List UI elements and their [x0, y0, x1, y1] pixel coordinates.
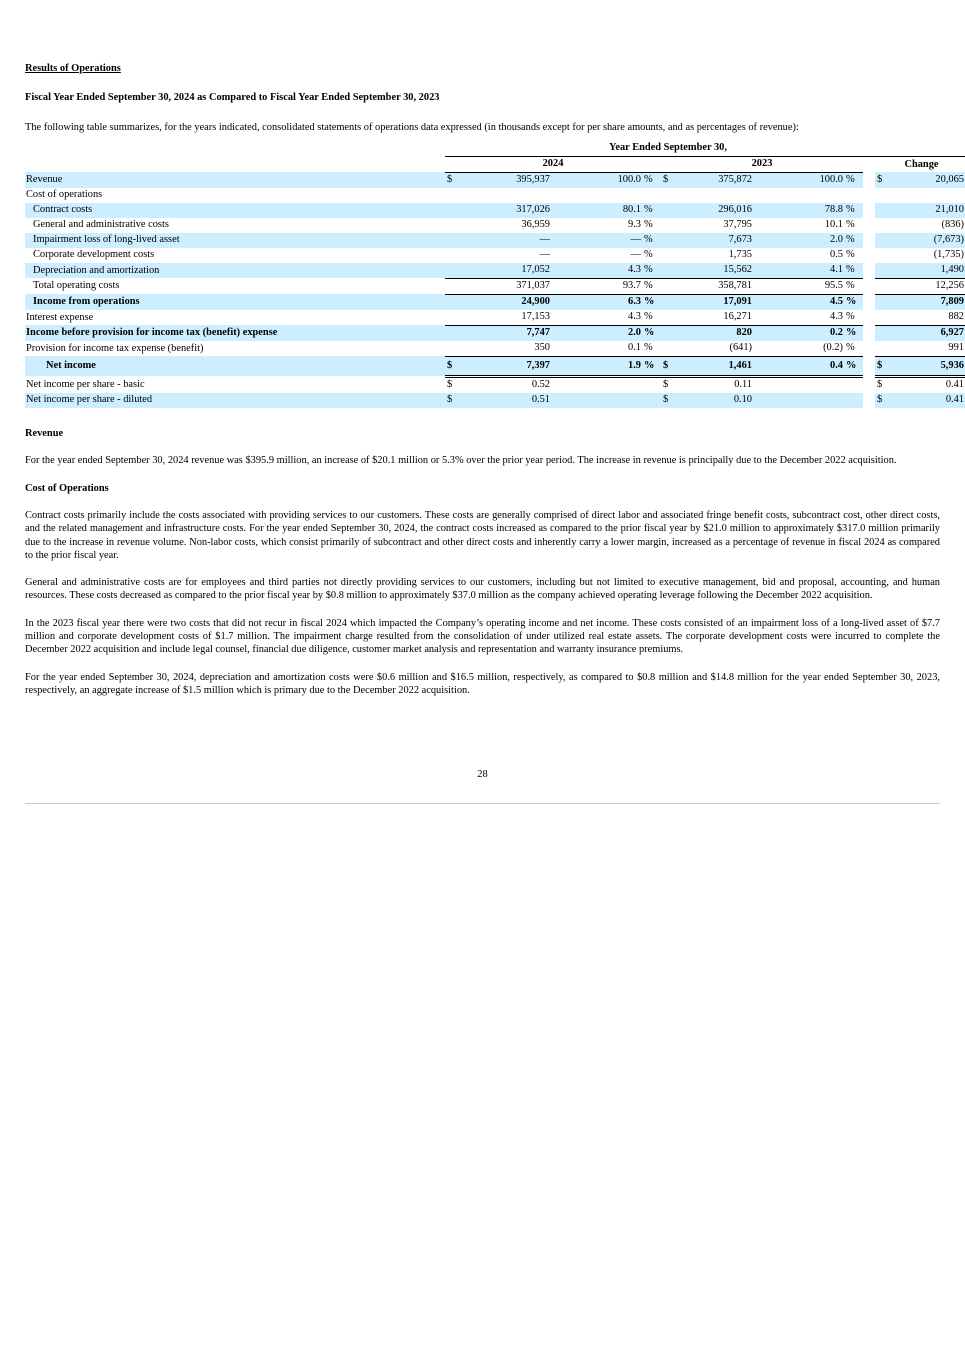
value-2023: 1,461: [677, 356, 756, 376]
percent-sign: %: [843, 325, 863, 341]
dollar-sign: [875, 218, 891, 233]
value-2023: 15,562: [677, 263, 756, 279]
percent-sign: %: [641, 263, 661, 279]
dollar-sign: $: [661, 393, 677, 408]
percent-2024: 0.1: [554, 341, 641, 357]
value-change: 882: [948, 311, 964, 323]
dollar-sign: $: [661, 172, 677, 188]
percent-sign: %: [641, 325, 661, 341]
value-2024: 350: [461, 341, 554, 357]
dollar-sign: [661, 325, 677, 341]
cost-paragraph-1: Contract costs primarily include the costs associated with providing services to our customers. These costs are generally comprised of direct labor and associated fringe benefit costs, subcontract cost, other direct costs, and the related management and infrastructure costs. For the year ended September 30, 2024, the contract costs increased as compared to the prior fiscal year by $21.0 million to approximately $317.0 million primarily due to the increase in revenue volume. Non-labor costs, which consist primarily of subcontract and other direct costs and inherently carry a lower margin, increased as a percentage of revenue in fiscal 2024 as compared to the prior fiscal year.: [25, 509, 940, 561]
value-2023: 296,016: [677, 203, 756, 218]
value-2024: 17,052: [461, 263, 554, 279]
value-change: 7,809: [891, 294, 965, 310]
value-change: 20,065: [891, 172, 965, 188]
value-2024: 371,037: [461, 278, 554, 294]
cost-heading: Cost of Operations: [25, 482, 109, 494]
spacer: [863, 172, 875, 188]
dollar-sign: [661, 294, 677, 310]
dollar-sign: [875, 248, 891, 263]
dollar-sign: [875, 341, 891, 357]
cost-paragraph-2: General and administrative costs are for employees and third parties not directly providing services to our customers, including but not limited to executive management, bid and proposal, accounting, and human resources. These costs decreased as compared to the prior fiscal year by $0.8 million to approximately $37.0 million as the company achieved operating leverage following the December 2022 acquisition.: [25, 577, 940, 602]
value-change: 0.41: [891, 393, 965, 408]
value-2023: 0.11: [734, 379, 752, 391]
row-label: Depreciation and amortization: [25, 263, 445, 279]
percent-sign: %: [843, 233, 863, 248]
row-label: Contract costs: [25, 203, 445, 218]
dollar-sign: [445, 203, 461, 218]
dollar-sign: $: [877, 379, 883, 391]
row-label: Impairment loss of long-lived asset: [25, 233, 445, 248]
percent-sign: %: [641, 356, 661, 376]
value-change: 991: [891, 341, 965, 357]
table-row: [25, 188, 965, 203]
col-header-change: Change: [875, 156, 965, 172]
percent-sign: %: [846, 249, 855, 261]
percent-2023: 2.0: [756, 233, 843, 248]
table-row: [25, 393, 965, 408]
dollar-sign: [875, 310, 891, 326]
section-heading: Results of Operations: [25, 63, 121, 74]
value-change: (1,735): [933, 249, 964, 261]
value-2023: (641): [677, 341, 756, 357]
dollar-sign: $: [447, 379, 453, 391]
dollar-sign: [661, 203, 677, 218]
value-2024: 395,937: [461, 172, 554, 188]
table-row: [25, 376, 965, 393]
percent-sign: %: [843, 172, 863, 188]
percent-2024: 6.3: [554, 294, 641, 310]
value-2024: [461, 188, 554, 203]
spacer: [863, 310, 875, 326]
spacer: [863, 356, 875, 376]
value-2024: 17,153: [521, 311, 550, 323]
spacer: [863, 218, 875, 233]
value-change: [891, 188, 965, 203]
percent-2024: —: [554, 233, 641, 248]
operations-table: [25, 141, 965, 408]
col-header-2024: 2024: [445, 156, 661, 172]
value-2024: 0.51: [461, 393, 554, 408]
dollar-sign: [661, 233, 677, 248]
value-2024: 317,026: [461, 203, 554, 218]
dollar-sign: [875, 203, 891, 218]
value-change: 0.41: [945, 379, 964, 391]
table-row: [25, 294, 965, 310]
revenue-paragraph: For the year ended September 30, 2024 revenue was $395.9 million, an increase of $20.1 million or 5.3% over the prior year period. The increase in revenue is principally due to the December 2022 acquisition.: [25, 455, 897, 467]
dollar-sign: [445, 294, 461, 310]
row-label: Income from operations: [25, 294, 445, 310]
percent-sign: %: [644, 311, 653, 323]
dollar-sign: [661, 263, 677, 279]
percent-2024: 4.3: [554, 263, 641, 279]
table-row: [25, 263, 965, 279]
cost-paragraph-3: In the 2023 fiscal year there were two costs that did not recur in fiscal 2024 which impacted the Company’s operating income and net income. These costs consisted of an impairment loss of a long-lived asset of $7.7 million and corporate development costs of $1.7 million. The impairment charge resulted from the consolidation of under utilized real estate assets. The corporate development costs were incurred to complete the December 2022 acquisition and include legal counsel, financial due diligence, customer market analysis and representation and warranty insurance premiums.: [25, 617, 940, 656]
percent-2023: 4.5: [756, 294, 843, 310]
dollar-sign: [661, 188, 677, 203]
value-change: 21,010: [891, 203, 965, 218]
dollar-sign: [875, 263, 891, 279]
row-label: Total operating costs: [33, 280, 120, 292]
value-2024: —: [539, 249, 550, 261]
percent-sign: [843, 393, 863, 408]
percent-sign: %: [843, 203, 863, 218]
percent-2023: 4.1: [756, 263, 843, 279]
value-2023: 820: [677, 325, 756, 341]
section-subheading: Fiscal Year Ended September 30, 2024 as Compared to Fiscal Year Ended September 30, 2023: [25, 92, 440, 104]
dollar-sign: [445, 263, 461, 279]
spacer: [863, 341, 875, 357]
revenue-heading: Revenue: [25, 427, 64, 439]
percent-2024: 9.3: [628, 219, 641, 231]
percent-2024: —: [630, 249, 641, 261]
dollar-sign: $: [875, 172, 891, 188]
percent-2024: 93.7: [554, 278, 641, 294]
value-2023: 17,091: [677, 294, 756, 310]
spacer: [863, 263, 875, 279]
percent-sign: %: [843, 278, 863, 294]
value-2023: 0.10: [677, 393, 756, 408]
percent-2023: 100.0: [756, 172, 843, 188]
percent-sign: %: [843, 356, 863, 376]
cost-paragraph-4: For the year ended September 30, 2024, depreciation and amortization costs were $0.6 million and $16.5 million, respectively, as compared to $0.8 million and $14.8 million for the year ended September 30, 2023, respectively, an aggregate increase of $1.5 million which is primary due to the December 2022 acquisition.: [25, 671, 940, 696]
table-row: [25, 172, 965, 188]
value-change: 1,490: [891, 263, 965, 279]
row-label: Provision for income tax expense (benefit): [26, 342, 204, 354]
table-row: [25, 325, 965, 341]
dollar-sign: [445, 341, 461, 357]
row-label: General and administrative costs: [33, 219, 169, 231]
percent-sign: %: [843, 341, 863, 357]
table-header-years: [25, 156, 965, 172]
percent-sign: [641, 393, 661, 408]
percent-2023: 0.2: [756, 325, 843, 341]
percent-sign: %: [641, 172, 661, 188]
percent-2024: 4.3: [628, 311, 641, 323]
row-label: Revenue: [25, 172, 445, 188]
percent-2023: 0.4: [756, 356, 843, 376]
percent-sign: %: [641, 341, 661, 357]
table-row: [25, 233, 965, 248]
row-label: Cost of operations: [26, 189, 103, 201]
dollar-sign: [445, 278, 461, 294]
dollar-sign: $: [875, 393, 891, 408]
percent-sign: %: [843, 294, 863, 310]
percent-sign: %: [846, 311, 855, 323]
dollar-sign: [445, 233, 461, 248]
dollar-sign: [445, 248, 461, 263]
value-2024: 7,747: [461, 325, 554, 341]
percent-2023: 78.8: [756, 203, 843, 218]
dollar-sign: $: [661, 356, 677, 376]
table-row: [25, 278, 965, 294]
table-row: [25, 218, 965, 233]
percent-2024: 1.9: [554, 356, 641, 376]
percent-2023: (0.2): [756, 341, 843, 357]
spacer: [863, 294, 875, 310]
percent-sign: [843, 188, 863, 203]
percent-sign: %: [641, 294, 661, 310]
percent-2023: 95.5: [756, 278, 843, 294]
value-2023: 16,271: [723, 311, 752, 323]
value-2024: 0.52: [531, 379, 550, 391]
row-label: Income before provision for income tax (benefit) expense: [25, 325, 445, 341]
table-intro: The following table summarizes, for the years indicated, consolidated statements of operations data expressed (in thousands except for per share amounts, and as percentages of revenue):: [25, 121, 799, 133]
spacer: [863, 233, 875, 248]
period-header: Year Ended September 30,: [445, 141, 891, 157]
dollar-sign: [445, 325, 461, 341]
value-2023: 7,673: [677, 233, 756, 248]
page-content: [25, 62, 964, 697]
dollar-sign: $: [663, 379, 669, 391]
row-label: Net income per share - diluted: [25, 393, 445, 408]
percent-sign: %: [641, 233, 661, 248]
table-header-period: [25, 141, 965, 157]
dollar-sign: [661, 341, 677, 357]
dollar-sign: [875, 294, 891, 310]
table-row: [25, 356, 965, 376]
value-2023: 37,795: [723, 219, 752, 231]
percent-2024: 80.1: [554, 203, 641, 218]
percent-2023: 4.3: [830, 311, 843, 323]
dollar-sign: [661, 218, 677, 233]
percent-2024: 100.0: [554, 172, 641, 188]
dollar-sign: [661, 278, 677, 294]
col-header-2023: 2023: [661, 156, 863, 172]
dollar-sign: [661, 310, 677, 326]
value-2024: 7,397: [461, 356, 554, 376]
dollar-sign: [875, 278, 891, 294]
percent-sign: [641, 188, 661, 203]
spacer: [863, 203, 875, 218]
page-divider: [25, 803, 940, 804]
percent-2024: [554, 376, 641, 393]
value-2023: 358,781: [677, 278, 756, 294]
dollar-sign: [661, 248, 677, 263]
percent-2024: 2.0: [554, 325, 641, 341]
value-2023: 1,735: [728, 249, 752, 261]
dollar-sign: $: [445, 393, 461, 408]
spacer: [863, 376, 875, 393]
dollar-sign: [445, 310, 461, 326]
spacer: [863, 248, 875, 263]
dollar-sign: [445, 188, 461, 203]
dollar-sign: $: [445, 356, 461, 376]
value-change: 6,927: [891, 325, 965, 341]
value-2024: —: [461, 233, 554, 248]
row-label: Interest expense: [26, 311, 94, 323]
percent-2023: [756, 188, 843, 203]
percent-2023: [756, 393, 843, 408]
percent-sign: %: [641, 203, 661, 218]
value-2024: 24,900: [461, 294, 554, 310]
row-label: Net income: [25, 356, 445, 376]
value-2023: [677, 188, 756, 203]
percent-2023: 0.5: [830, 249, 843, 261]
value-2023: 375,872: [677, 172, 756, 188]
percent-sign: [641, 376, 661, 393]
table-row: [25, 341, 965, 357]
percent-sign: [843, 376, 863, 393]
dollar-sign: $: [875, 356, 891, 376]
row-label: Net income per share - basic: [26, 378, 145, 390]
table-row: [25, 203, 965, 218]
table-row: [25, 248, 965, 263]
percent-2023: [756, 376, 843, 393]
percent-sign: %: [644, 249, 653, 261]
spacer: [863, 325, 875, 341]
page-number: 28: [477, 769, 488, 780]
percent-sign: %: [846, 219, 855, 231]
percent-2024: [554, 393, 641, 408]
dollar-sign: [875, 325, 891, 341]
value-change: 5,936: [891, 356, 965, 376]
value-change: 12,256: [891, 278, 965, 294]
spacer: [863, 393, 875, 408]
spacer: [863, 278, 875, 294]
spacer: [863, 188, 875, 203]
percent-sign: %: [641, 278, 661, 294]
dollar-sign: [875, 188, 891, 203]
value-change: (7,673): [891, 233, 965, 248]
percent-2023: 10.1: [824, 219, 843, 231]
value-change: (836): [941, 219, 964, 231]
row-label: Corporate development costs: [33, 249, 155, 261]
value-2024: 36,959: [521, 219, 550, 231]
percent-sign: %: [843, 263, 863, 279]
table-row: [25, 310, 965, 326]
dollar-sign: [445, 218, 461, 233]
percent-sign: %: [644, 219, 653, 231]
percent-2024: [554, 188, 641, 203]
dollar-sign: $: [445, 172, 461, 188]
dollar-sign: [875, 233, 891, 248]
